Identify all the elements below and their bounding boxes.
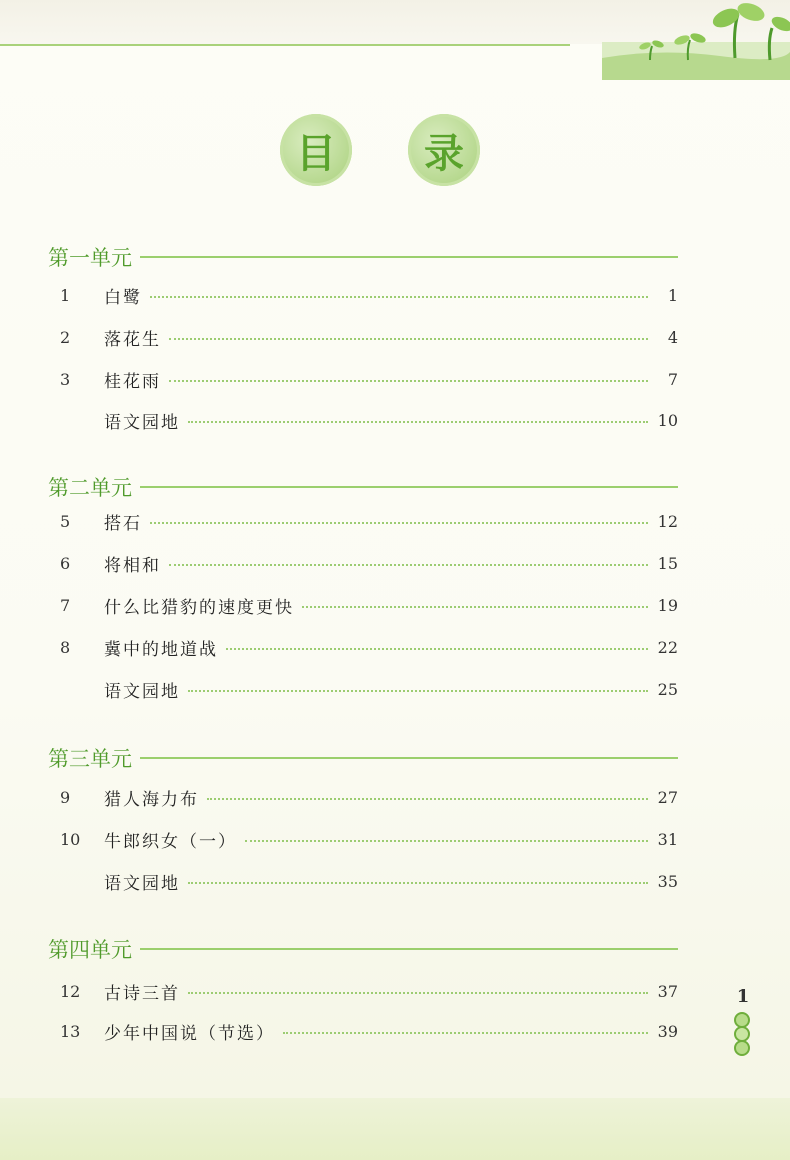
title-char-2: 录 (408, 114, 480, 186)
toc-entry[interactable] (60, 506, 678, 536)
dot-leader (150, 522, 648, 524)
unit-rule (140, 486, 678, 488)
entry-title: 桂花雨 (104, 371, 161, 392)
dot-leader (150, 296, 648, 298)
toc-entry[interactable] (60, 824, 678, 854)
entry-page: 15 (657, 553, 678, 573)
toc-entry[interactable] (60, 674, 678, 704)
unit-heading (48, 933, 678, 965)
dot-leader (283, 1032, 648, 1034)
entry-title: 白鹭 (104, 287, 142, 308)
unit-heading (48, 241, 678, 273)
entry-page: 39 (657, 1021, 678, 1041)
title-char-1: 目 (280, 114, 352, 186)
entry-number: 2 (60, 327, 71, 347)
entry-number: 7 (60, 595, 71, 615)
entry-title: 古诗三首 (104, 983, 180, 1004)
entry-number: 8 (60, 637, 71, 657)
dot-leader (169, 338, 648, 340)
entry-page: 35 (657, 871, 678, 891)
entry-number: 1 (60, 285, 71, 305)
toc-entry[interactable] (60, 590, 678, 620)
entry-number: 6 (60, 553, 71, 573)
entry-number: 5 (60, 511, 71, 531)
unit-rule (140, 256, 678, 258)
unit-heading (48, 742, 678, 774)
entry-title: 语文园地 (104, 412, 180, 433)
unit-heading (48, 471, 678, 503)
entry-page: 4 (667, 327, 678, 347)
entry-page: 22 (657, 637, 678, 657)
entry-title: 落花生 (104, 329, 161, 350)
entry-page: 1 (667, 285, 678, 305)
dot-leader (188, 690, 648, 692)
header-rule (0, 44, 570, 46)
dot-leader (302, 606, 648, 608)
entry-number: 13 (60, 1021, 81, 1041)
entry-title: 少年中国说（节选） (104, 1023, 275, 1044)
entry-page: 12 (657, 511, 678, 531)
dot-leader (226, 648, 648, 650)
entry-title: 什么比猎豹的速度更快 (104, 597, 294, 618)
footer-band (0, 1098, 790, 1160)
toc-entry[interactable] (60, 280, 678, 310)
unit-title: 第一单元 (48, 246, 132, 270)
toc-entry[interactable] (60, 548, 678, 578)
toc-entry[interactable] (60, 364, 678, 394)
sprout-decoration (540, 0, 790, 80)
dot-leader (207, 798, 648, 800)
entry-page: 7 (667, 369, 678, 389)
entry-title: 语文园地 (104, 873, 180, 894)
entry-title: 冀中的地道战 (104, 639, 218, 660)
toc-entry[interactable] (60, 1016, 678, 1046)
unit-title: 第三单元 (48, 747, 132, 771)
entry-number: 9 (60, 787, 71, 807)
entry-page: 31 (657, 829, 678, 849)
dot-leader (245, 840, 648, 842)
page-title (280, 112, 480, 188)
entry-title: 语文园地 (104, 681, 180, 702)
entry-page: 25 (657, 679, 678, 699)
dot-leader (169, 564, 648, 566)
dot-leader (188, 421, 648, 423)
entry-title: 将相和 (104, 555, 161, 576)
entry-page: 10 (657, 410, 678, 430)
toc-entry[interactable] (60, 405, 678, 435)
leaf-ornament-icon (724, 1010, 760, 1056)
entry-number: 12 (60, 981, 81, 1001)
toc-entry[interactable] (60, 322, 678, 352)
toc-entry[interactable] (60, 782, 678, 812)
unit-rule (140, 948, 678, 950)
entry-page: 19 (657, 595, 678, 615)
unit-title: 第二单元 (48, 476, 132, 500)
entry-number: 3 (60, 369, 71, 389)
unit-rule (140, 757, 678, 759)
page-number: 1 (736, 986, 750, 1007)
entry-title: 牛郎织女（一） (104, 831, 237, 852)
entry-title: 猎人海力布 (104, 789, 199, 810)
toc-entry[interactable] (60, 632, 678, 662)
dot-leader (169, 380, 648, 382)
unit-title: 第四单元 (48, 938, 132, 962)
entry-title: 搭石 (104, 513, 142, 534)
entry-page: 37 (657, 981, 678, 1001)
toc-entry[interactable] (60, 976, 678, 1006)
toc-entry[interactable] (60, 866, 678, 896)
dot-leader (188, 992, 648, 994)
entry-page: 27 (657, 787, 678, 807)
dot-leader (188, 882, 648, 884)
entry-number: 10 (60, 829, 81, 849)
